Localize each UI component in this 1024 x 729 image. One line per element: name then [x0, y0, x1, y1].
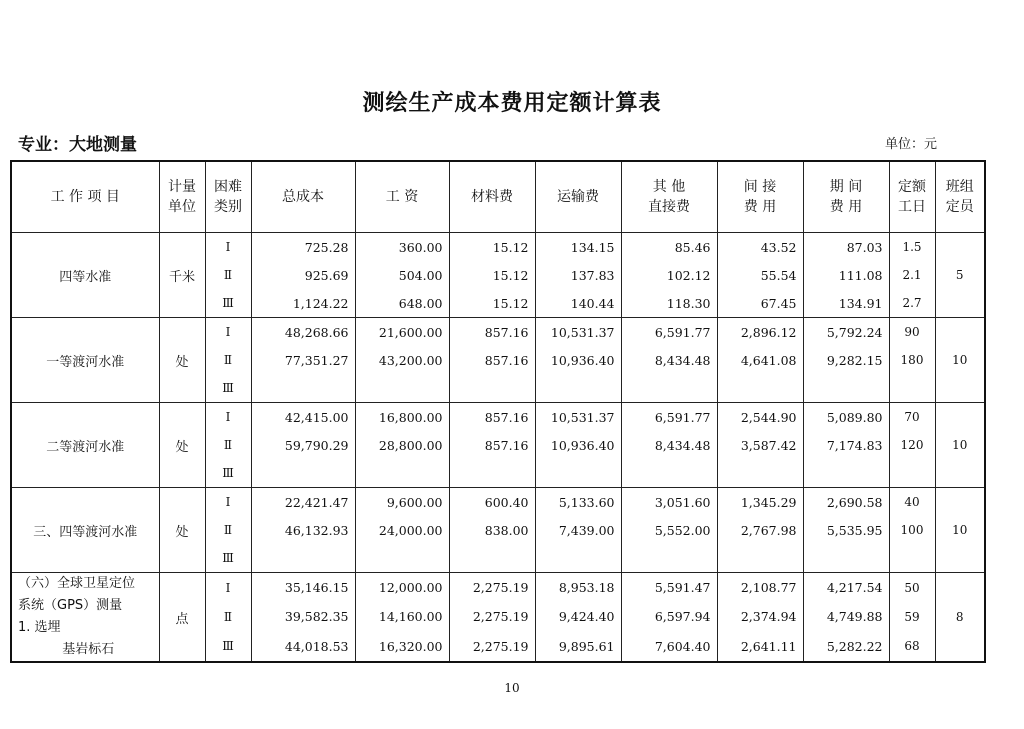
cell-period: 4,749.88: [803, 602, 889, 631]
header-wage: 工 资: [355, 161, 449, 233]
cell-other: 3,051.60: [621, 488, 717, 517]
cell-total: 925.69: [251, 261, 355, 289]
cell-indirect: 1,345.29: [717, 488, 803, 517]
cell-quota-days: 100: [889, 516, 935, 544]
header-indirect: 间 接 费 用: [717, 161, 803, 233]
cell-other: 85.46: [621, 233, 717, 262]
cell-transport: 9,895.61: [535, 632, 621, 662]
cell-wage: [355, 374, 449, 403]
cell-material: 15.12: [449, 289, 535, 318]
difficulty-level-cell: Ⅲ: [205, 544, 251, 573]
cell-material: [449, 374, 535, 403]
cell-material: [449, 544, 535, 573]
cell-other: 118.30: [621, 289, 717, 318]
table-row: [11, 488, 985, 517]
cell-total: 39,582.35: [251, 602, 355, 631]
measure-unit-cell: 处: [159, 488, 205, 573]
cell-other: 7,604.40: [621, 632, 717, 662]
cell-material: [449, 459, 535, 488]
cell-period: 4,217.54: [803, 573, 889, 603]
cell-material: 2,275.19: [449, 602, 535, 631]
cell-material: 15.12: [449, 233, 535, 262]
cell-other: 102.12: [621, 261, 717, 289]
cell-transport: 137.83: [535, 261, 621, 289]
difficulty-level-cell: Ⅲ: [205, 374, 251, 403]
cell-total: [251, 374, 355, 403]
cell-period: 5,535.95: [803, 516, 889, 544]
measure-unit-cell: 处: [159, 318, 205, 403]
cell-period: 7,174.83: [803, 431, 889, 459]
cell-other: 6,597.94: [621, 602, 717, 631]
cell-period: 5,089.80: [803, 403, 889, 432]
work-item-cell: 二等渡河水准: [11, 403, 159, 488]
cell-indirect: 2,108.77: [717, 573, 803, 603]
page-number: 10: [504, 681, 520, 695]
difficulty-level-cell: Ⅱ: [205, 602, 251, 631]
cell-other: 6,591.77: [621, 318, 717, 347]
cell-other: 5,552.00: [621, 516, 717, 544]
cell-material: 838.00: [449, 516, 535, 544]
table-row: [11, 318, 985, 347]
cell-wage: 24,000.00: [355, 516, 449, 544]
cell-wage: 9,600.00: [355, 488, 449, 517]
measure-unit-cell: 点: [159, 573, 205, 663]
cell-quota-days: [889, 459, 935, 488]
work-item-line: （六）全球卫星定位: [18, 576, 136, 591]
cell-total: [251, 544, 355, 573]
header-transport: 运输费: [535, 161, 621, 233]
header-period: 期 间 费 用: [803, 161, 889, 233]
cell-indirect: 4,641.08: [717, 346, 803, 374]
difficulty-level-cell: Ⅰ: [205, 488, 251, 517]
cell-transport: 7,439.00: [535, 516, 621, 544]
cell-period: 2,690.58: [803, 488, 889, 517]
cell-indirect: 43.52: [717, 233, 803, 262]
crew-cell: 10: [935, 318, 985, 403]
cell-wage: 28,800.00: [355, 431, 449, 459]
table-row: [11, 403, 985, 432]
cell-transport: 10,936.40: [535, 346, 621, 374]
cell-wage: 360.00: [355, 233, 449, 262]
difficulty-level-cell: Ⅱ: [205, 431, 251, 459]
cell-indirect: [717, 374, 803, 403]
crew-cell: 10: [935, 488, 985, 573]
specialty-label: 专业：大地测量: [18, 135, 137, 155]
cell-wage: [355, 544, 449, 573]
cell-transport: 9,424.40: [535, 602, 621, 631]
unit-label: 单位：元: [885, 137, 938, 152]
cell-period: [803, 544, 889, 573]
cell-quota-days: 1.5: [889, 233, 935, 262]
measure-unit-cell: 千米: [159, 233, 205, 318]
cell-material: 2,275.19: [449, 573, 535, 603]
cell-wage: 504.00: [355, 261, 449, 289]
cell-period: 87.03: [803, 233, 889, 262]
cell-quota-days: 180: [889, 346, 935, 374]
cell-wage: 21,600.00: [355, 318, 449, 347]
cell-wage: 14,160.00: [355, 602, 449, 631]
cell-indirect: 2,544.90: [717, 403, 803, 432]
header-crew: 班组 定员: [935, 161, 985, 233]
cell-total: 59,790.29: [251, 431, 355, 459]
header-quota-days: 定额 工日: [889, 161, 935, 233]
cell-quota-days: 59: [889, 602, 935, 631]
table-row: [11, 233, 985, 262]
cell-quota-days: 120: [889, 431, 935, 459]
cell-indirect: 55.54: [717, 261, 803, 289]
cell-quota-days: 70: [889, 403, 935, 432]
work-item-cell: 四等水准: [11, 233, 159, 318]
cell-wage: 16,320.00: [355, 632, 449, 662]
cell-period: 9,282.15: [803, 346, 889, 374]
page-title: 测绘生产成本费用定额计算表: [362, 91, 662, 116]
cell-indirect: 2,374.94: [717, 602, 803, 631]
difficulty-level-cell: Ⅲ: [205, 459, 251, 488]
cell-total: 77,351.27: [251, 346, 355, 374]
crew-cell: 10: [935, 403, 985, 488]
cell-transport: 10,531.37: [535, 403, 621, 432]
header-difficulty: 困难 类别: [205, 161, 251, 233]
cell-period: [803, 459, 889, 488]
cell-wage: 16,800.00: [355, 403, 449, 432]
table-header-row: [11, 161, 985, 233]
cell-material: 857.16: [449, 431, 535, 459]
difficulty-level-cell: Ⅱ: [205, 516, 251, 544]
cell-total: 48,268.66: [251, 318, 355, 347]
cell-period: [803, 374, 889, 403]
difficulty-level-cell: Ⅰ: [205, 233, 251, 262]
cell-transport: [535, 459, 621, 488]
cell-material: 2,275.19: [449, 632, 535, 662]
measure-unit-cell: 处: [159, 403, 205, 488]
work-item-cell: [11, 573, 159, 663]
cell-transport: 8,953.18: [535, 573, 621, 603]
cell-quota-days: 2.1: [889, 261, 935, 289]
cell-material: 857.16: [449, 346, 535, 374]
cell-period: 5,282.22: [803, 632, 889, 662]
cell-period: 134.91: [803, 289, 889, 318]
header-measure-unit: 计量 单位: [159, 161, 205, 233]
cell-transport: [535, 374, 621, 403]
cell-other: 8,434.48: [621, 431, 717, 459]
cell-transport: 5,133.60: [535, 488, 621, 517]
cell-period: 5,792.24: [803, 318, 889, 347]
header-material: 材料费: [449, 161, 535, 233]
cell-quota-days: 50: [889, 573, 935, 603]
header-item: 工 作 项 目: [11, 161, 159, 233]
cell-material: 857.16: [449, 403, 535, 432]
header-total-cost: 总成本: [251, 161, 355, 233]
cell-indirect: [717, 544, 803, 573]
cell-quota-days: [889, 374, 935, 403]
cell-total: 22,421.47: [251, 488, 355, 517]
cell-quota-days: 2.7: [889, 289, 935, 318]
cell-wage: 648.00: [355, 289, 449, 318]
cell-transport: 140.44: [535, 289, 621, 318]
cell-transport: 10,936.40: [535, 431, 621, 459]
difficulty-level-cell: Ⅰ: [205, 573, 251, 603]
header-other-direct: 其 他 直接费: [621, 161, 717, 233]
cell-total: 44,018.53: [251, 632, 355, 662]
difficulty-level-cell: Ⅲ: [205, 632, 251, 662]
table-row: [11, 573, 985, 603]
difficulty-level-cell: Ⅲ: [205, 289, 251, 318]
cell-quota-days: 40: [889, 488, 935, 517]
table-body: [11, 233, 985, 663]
difficulty-level-cell: Ⅱ: [205, 346, 251, 374]
cost-quota-table: [10, 160, 986, 663]
crew-cell: 8: [935, 573, 985, 663]
cell-indirect: 2,896.12: [717, 318, 803, 347]
cell-material: 15.12: [449, 261, 535, 289]
cell-other: 8,434.48: [621, 346, 717, 374]
work-item-cell: 三、四等渡河水准: [11, 488, 159, 573]
cell-indirect: 67.45: [717, 289, 803, 318]
cell-quota-days: 68: [889, 632, 935, 662]
cell-total: [251, 459, 355, 488]
work-item-line: 1. 选埋: [18, 620, 61, 635]
work-item-subitem: 基岩标石: [62, 642, 115, 657]
work-item-cell: 一等渡河水准: [11, 318, 159, 403]
cell-total: 35,146.15: [251, 573, 355, 603]
cell-quota-days: 90: [889, 318, 935, 347]
cell-indirect: [717, 459, 803, 488]
cell-indirect: 2,767.98: [717, 516, 803, 544]
cell-other: [621, 459, 717, 488]
cell-wage: [355, 459, 449, 488]
cell-material: 857.16: [449, 318, 535, 347]
cell-transport: 134.15: [535, 233, 621, 262]
cell-transport: 10,531.37: [535, 318, 621, 347]
crew-cell: 5: [935, 233, 985, 318]
cell-other: 6,591.77: [621, 403, 717, 432]
difficulty-level-cell: Ⅰ: [205, 403, 251, 432]
cell-indirect: 2,641.11: [717, 632, 803, 662]
cell-transport: [535, 544, 621, 573]
cell-total: 42,415.00: [251, 403, 355, 432]
cell-total: 1,124.22: [251, 289, 355, 318]
cell-total: 725.28: [251, 233, 355, 262]
cell-indirect: 3,587.42: [717, 431, 803, 459]
cell-material: 600.40: [449, 488, 535, 517]
cell-wage: 43,200.00: [355, 346, 449, 374]
cell-other: [621, 374, 717, 403]
cell-quota-days: [889, 544, 935, 573]
cell-wage: 12,000.00: [355, 573, 449, 603]
cell-other: [621, 544, 717, 573]
work-item-line: 系统（GPS）测量: [18, 598, 123, 613]
difficulty-level-cell: Ⅱ: [205, 261, 251, 289]
cell-total: 46,132.93: [251, 516, 355, 544]
cell-period: 111.08: [803, 261, 889, 289]
difficulty-level-cell: Ⅰ: [205, 318, 251, 347]
cell-other: 5,591.47: [621, 573, 717, 603]
